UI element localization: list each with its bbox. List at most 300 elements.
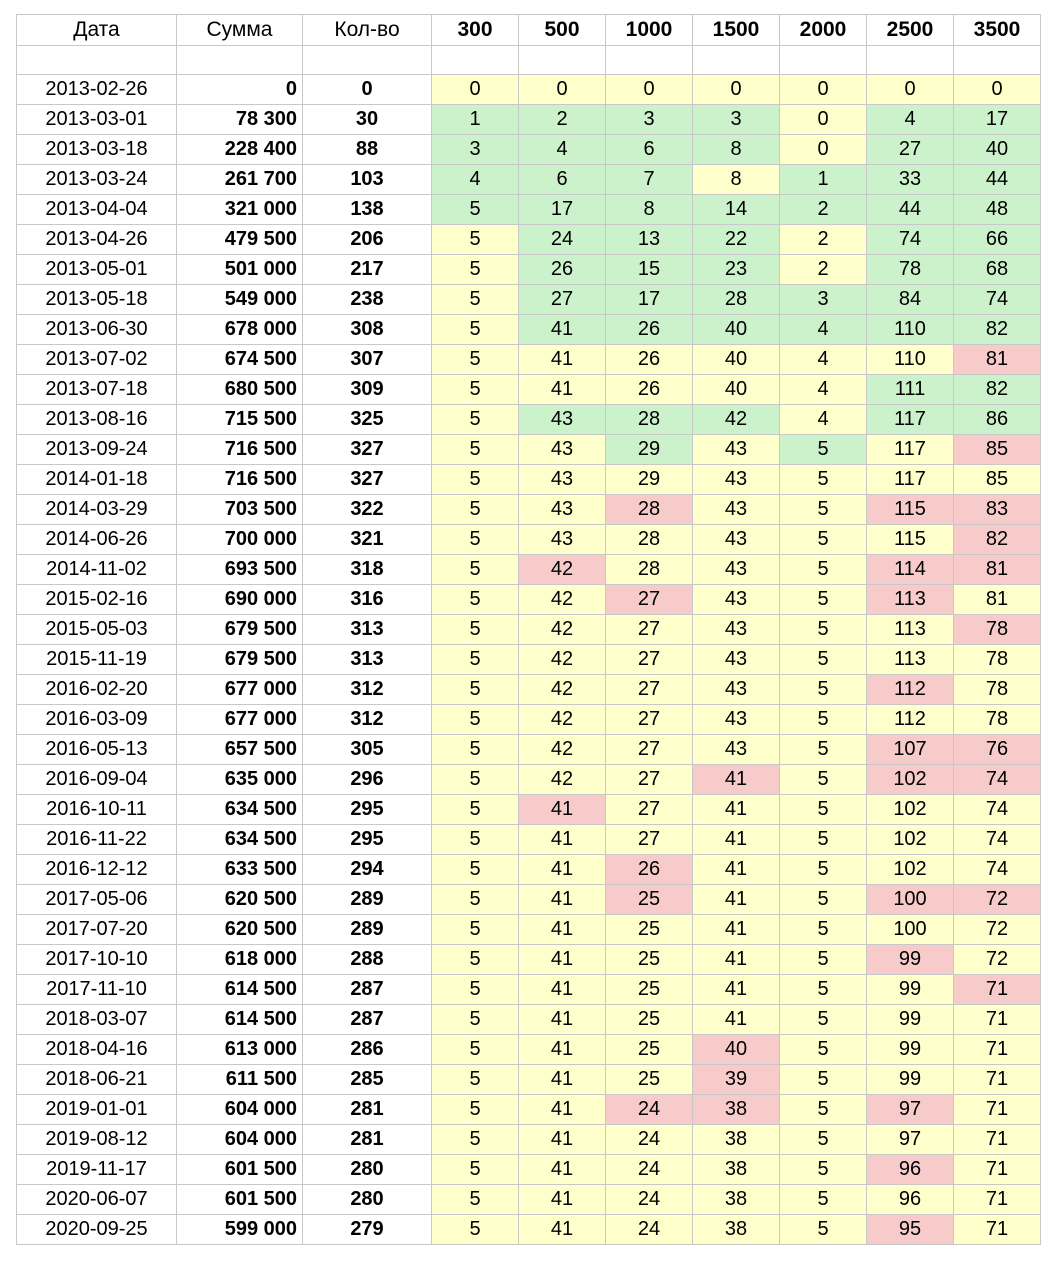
value-cell[interactable]: 40 <box>693 345 780 375</box>
value-cell[interactable]: 24 <box>606 1185 693 1215</box>
value-cell[interactable]: 5 <box>432 315 519 345</box>
column-header-sum[interactable]: Сумма <box>177 15 303 46</box>
value-cell[interactable]: 0 <box>606 75 693 105</box>
value-cell[interactable]: 78 <box>867 255 954 285</box>
value-cell[interactable]: 43 <box>519 435 606 465</box>
value-cell[interactable]: 110 <box>867 345 954 375</box>
empty-cell[interactable] <box>606 46 693 75</box>
value-cell[interactable]: 74 <box>867 225 954 255</box>
sum-cell[interactable]: 611 500 <box>177 1065 303 1095</box>
column-header-500[interactable]: 500 <box>519 15 606 46</box>
value-cell[interactable]: 71 <box>954 1035 1041 1065</box>
value-cell[interactable]: 5 <box>432 825 519 855</box>
date-cell[interactable]: 2017-11-10 <box>17 975 177 1005</box>
value-cell[interactable]: 5 <box>432 195 519 225</box>
value-cell[interactable]: 43 <box>519 495 606 525</box>
value-cell[interactable]: 5 <box>780 795 867 825</box>
value-cell[interactable]: 71 <box>954 1155 1041 1185</box>
date-cell[interactable]: 2018-03-07 <box>17 1005 177 1035</box>
date-cell[interactable]: 2017-10-10 <box>17 945 177 975</box>
sum-cell[interactable]: 228 400 <box>177 135 303 165</box>
qty-cell[interactable]: 313 <box>303 645 432 675</box>
date-cell[interactable]: 2018-04-16 <box>17 1035 177 1065</box>
value-cell[interactable]: 41 <box>693 885 780 915</box>
value-cell[interactable]: 27 <box>606 645 693 675</box>
sum-cell[interactable]: 549 000 <box>177 285 303 315</box>
value-cell[interactable]: 111 <box>867 375 954 405</box>
value-cell[interactable]: 102 <box>867 855 954 885</box>
value-cell[interactable]: 68 <box>954 255 1041 285</box>
empty-cell[interactable] <box>177 46 303 75</box>
value-cell[interactable]: 71 <box>954 1185 1041 1215</box>
value-cell[interactable]: 43 <box>693 705 780 735</box>
value-cell[interactable]: 28 <box>606 525 693 555</box>
sum-cell[interactable]: 634 500 <box>177 825 303 855</box>
qty-cell[interactable]: 327 <box>303 435 432 465</box>
date-cell[interactable]: 2013-04-04 <box>17 195 177 225</box>
value-cell[interactable]: 43 <box>519 525 606 555</box>
value-cell[interactable]: 82 <box>954 315 1041 345</box>
value-cell[interactable]: 85 <box>954 435 1041 465</box>
date-cell[interactable]: 2013-03-18 <box>17 135 177 165</box>
sum-cell[interactable]: 614 500 <box>177 1005 303 1035</box>
value-cell[interactable]: 41 <box>519 1005 606 1035</box>
value-cell[interactable]: 74 <box>954 285 1041 315</box>
qty-cell[interactable]: 103 <box>303 165 432 195</box>
date-cell[interactable]: 2013-05-18 <box>17 285 177 315</box>
value-cell[interactable]: 71 <box>954 1095 1041 1125</box>
sum-cell[interactable]: 501 000 <box>177 255 303 285</box>
sum-cell[interactable]: 690 000 <box>177 585 303 615</box>
value-cell[interactable]: 0 <box>780 105 867 135</box>
qty-cell[interactable]: 318 <box>303 555 432 585</box>
value-cell[interactable]: 48 <box>954 195 1041 225</box>
date-cell[interactable]: 2013-06-30 <box>17 315 177 345</box>
date-cell[interactable]: 2017-05-06 <box>17 885 177 915</box>
value-cell[interactable]: 25 <box>606 1065 693 1095</box>
value-cell[interactable]: 0 <box>954 75 1041 105</box>
value-cell[interactable]: 43 <box>693 495 780 525</box>
sum-cell[interactable]: 0 <box>177 75 303 105</box>
value-cell[interactable]: 26 <box>606 855 693 885</box>
value-cell[interactable]: 81 <box>954 585 1041 615</box>
value-cell[interactable]: 5 <box>780 975 867 1005</box>
value-cell[interactable]: 28 <box>693 285 780 315</box>
value-cell[interactable]: 5 <box>780 465 867 495</box>
sum-cell[interactable]: 677 000 <box>177 705 303 735</box>
value-cell[interactable]: 40 <box>693 315 780 345</box>
value-cell[interactable]: 43 <box>519 405 606 435</box>
value-cell[interactable]: 41 <box>519 1095 606 1125</box>
value-cell[interactable]: 5 <box>432 615 519 645</box>
value-cell[interactable]: 5 <box>432 585 519 615</box>
value-cell[interactable]: 5 <box>780 1065 867 1095</box>
value-cell[interactable]: 74 <box>954 855 1041 885</box>
sum-cell[interactable]: 677 000 <box>177 675 303 705</box>
value-cell[interactable]: 41 <box>693 855 780 885</box>
value-cell[interactable]: 76 <box>954 735 1041 765</box>
date-cell[interactable]: 2016-02-20 <box>17 675 177 705</box>
empty-cell[interactable] <box>954 46 1041 75</box>
value-cell[interactable]: 27 <box>519 285 606 315</box>
value-cell[interactable]: 100 <box>867 915 954 945</box>
value-cell[interactable]: 5 <box>780 675 867 705</box>
qty-cell[interactable]: 321 <box>303 525 432 555</box>
value-cell[interactable]: 117 <box>867 435 954 465</box>
value-cell[interactable]: 41 <box>519 345 606 375</box>
value-cell[interactable]: 7 <box>606 165 693 195</box>
value-cell[interactable]: 41 <box>693 945 780 975</box>
value-cell[interactable]: 5 <box>432 855 519 885</box>
date-cell[interactable]: 2016-12-12 <box>17 855 177 885</box>
value-cell[interactable]: 71 <box>954 1005 1041 1035</box>
date-cell[interactable]: 2016-09-04 <box>17 765 177 795</box>
value-cell[interactable]: 82 <box>954 375 1041 405</box>
value-cell[interactable]: 41 <box>519 1185 606 1215</box>
value-cell[interactable]: 5 <box>780 1125 867 1155</box>
value-cell[interactable]: 5 <box>780 555 867 585</box>
qty-cell[interactable]: 312 <box>303 675 432 705</box>
sum-cell[interactable]: 604 000 <box>177 1095 303 1125</box>
value-cell[interactable]: 5 <box>432 1215 519 1245</box>
qty-cell[interactable]: 138 <box>303 195 432 225</box>
sum-cell[interactable]: 678 000 <box>177 315 303 345</box>
qty-cell[interactable]: 88 <box>303 135 432 165</box>
sum-cell[interactable]: 716 500 <box>177 435 303 465</box>
sum-cell[interactable]: 620 500 <box>177 915 303 945</box>
date-cell[interactable]: 2014-11-02 <box>17 555 177 585</box>
value-cell[interactable]: 71 <box>954 1215 1041 1245</box>
value-cell[interactable]: 113 <box>867 585 954 615</box>
value-cell[interactable]: 5 <box>780 885 867 915</box>
value-cell[interactable]: 5 <box>432 465 519 495</box>
value-cell[interactable]: 27 <box>606 765 693 795</box>
value-cell[interactable]: 23 <box>693 255 780 285</box>
value-cell[interactable]: 3 <box>780 285 867 315</box>
value-cell[interactable]: 38 <box>693 1125 780 1155</box>
sum-cell[interactable]: 657 500 <box>177 735 303 765</box>
value-cell[interactable]: 4 <box>519 135 606 165</box>
date-cell[interactable]: 2018-06-21 <box>17 1065 177 1095</box>
value-cell[interactable]: 42 <box>519 615 606 645</box>
value-cell[interactable]: 66 <box>954 225 1041 255</box>
value-cell[interactable]: 41 <box>519 375 606 405</box>
value-cell[interactable]: 41 <box>693 825 780 855</box>
value-cell[interactable]: 27 <box>606 795 693 825</box>
value-cell[interactable]: 5 <box>780 615 867 645</box>
value-cell[interactable]: 17 <box>954 105 1041 135</box>
value-cell[interactable]: 29 <box>606 465 693 495</box>
column-header-3500[interactable]: 3500 <box>954 15 1041 46</box>
qty-cell[interactable]: 217 <box>303 255 432 285</box>
value-cell[interactable]: 43 <box>693 585 780 615</box>
value-cell[interactable]: 41 <box>693 975 780 1005</box>
value-cell[interactable]: 5 <box>432 885 519 915</box>
empty-cell[interactable] <box>303 46 432 75</box>
value-cell[interactable]: 72 <box>954 915 1041 945</box>
value-cell[interactable]: 5 <box>780 915 867 945</box>
value-cell[interactable]: 5 <box>432 1005 519 1035</box>
value-cell[interactable]: 41 <box>519 1065 606 1095</box>
value-cell[interactable]: 5 <box>432 495 519 525</box>
value-cell[interactable]: 41 <box>519 825 606 855</box>
date-cell[interactable]: 2014-06-26 <box>17 525 177 555</box>
value-cell[interactable]: 42 <box>519 645 606 675</box>
value-cell[interactable]: 5 <box>432 705 519 735</box>
date-cell[interactable]: 2016-03-09 <box>17 705 177 735</box>
qty-cell[interactable]: 325 <box>303 405 432 435</box>
value-cell[interactable]: 102 <box>867 765 954 795</box>
value-cell[interactable]: 41 <box>519 795 606 825</box>
value-cell[interactable]: 41 <box>519 855 606 885</box>
value-cell[interactable]: 28 <box>606 495 693 525</box>
value-cell[interactable]: 85 <box>954 465 1041 495</box>
value-cell[interactable]: 5 <box>780 1185 867 1215</box>
value-cell[interactable]: 5 <box>432 735 519 765</box>
sum-cell[interactable]: 715 500 <box>177 405 303 435</box>
column-header-300[interactable]: 300 <box>432 15 519 46</box>
value-cell[interactable]: 43 <box>693 675 780 705</box>
date-cell[interactable]: 2013-02-26 <box>17 75 177 105</box>
value-cell[interactable]: 26 <box>519 255 606 285</box>
sum-cell[interactable]: 703 500 <box>177 495 303 525</box>
date-cell[interactable]: 2016-10-11 <box>17 795 177 825</box>
empty-cell[interactable] <box>17 46 177 75</box>
value-cell[interactable]: 74 <box>954 765 1041 795</box>
value-cell[interactable]: 4 <box>780 375 867 405</box>
qty-cell[interactable]: 294 <box>303 855 432 885</box>
value-cell[interactable]: 42 <box>519 735 606 765</box>
value-cell[interactable]: 5 <box>432 525 519 555</box>
qty-cell[interactable]: 307 <box>303 345 432 375</box>
value-cell[interactable]: 5 <box>780 1035 867 1065</box>
empty-cell[interactable] <box>693 46 780 75</box>
value-cell[interactable]: 81 <box>954 555 1041 585</box>
qty-cell[interactable]: 238 <box>303 285 432 315</box>
value-cell[interactable]: 17 <box>519 195 606 225</box>
value-cell[interactable]: 6 <box>519 165 606 195</box>
value-cell[interactable]: 25 <box>606 1005 693 1035</box>
value-cell[interactable]: 5 <box>432 1155 519 1185</box>
date-cell[interactable]: 2015-05-03 <box>17 615 177 645</box>
date-cell[interactable]: 2013-03-24 <box>17 165 177 195</box>
value-cell[interactable]: 28 <box>606 555 693 585</box>
value-cell[interactable]: 0 <box>519 75 606 105</box>
value-cell[interactable]: 27 <box>606 585 693 615</box>
sum-cell[interactable]: 599 000 <box>177 1215 303 1245</box>
sum-cell[interactable]: 604 000 <box>177 1125 303 1155</box>
sum-cell[interactable]: 679 500 <box>177 615 303 645</box>
value-cell[interactable]: 4 <box>780 345 867 375</box>
date-cell[interactable]: 2013-03-01 <box>17 105 177 135</box>
value-cell[interactable]: 78 <box>954 705 1041 735</box>
value-cell[interactable]: 27 <box>606 705 693 735</box>
value-cell[interactable]: 43 <box>693 645 780 675</box>
sum-cell[interactable]: 614 500 <box>177 975 303 1005</box>
value-cell[interactable]: 115 <box>867 525 954 555</box>
value-cell[interactable]: 43 <box>519 465 606 495</box>
value-cell[interactable]: 41 <box>519 315 606 345</box>
value-cell[interactable]: 0 <box>780 75 867 105</box>
value-cell[interactable]: 97 <box>867 1095 954 1125</box>
qty-cell[interactable]: 289 <box>303 885 432 915</box>
qty-cell[interactable]: 0 <box>303 75 432 105</box>
value-cell[interactable]: 26 <box>606 375 693 405</box>
value-cell[interactable]: 1 <box>432 105 519 135</box>
value-cell[interactable]: 5 <box>432 945 519 975</box>
value-cell[interactable]: 41 <box>519 975 606 1005</box>
qty-cell[interactable]: 281 <box>303 1125 432 1155</box>
value-cell[interactable]: 43 <box>693 525 780 555</box>
value-cell[interactable]: 5 <box>780 1155 867 1185</box>
qty-cell[interactable]: 288 <box>303 945 432 975</box>
value-cell[interactable]: 41 <box>693 795 780 825</box>
value-cell[interactable]: 78 <box>954 675 1041 705</box>
date-cell[interactable]: 2014-01-18 <box>17 465 177 495</box>
sum-cell[interactable]: 635 000 <box>177 765 303 795</box>
value-cell[interactable]: 5 <box>432 1125 519 1155</box>
value-cell[interactable]: 5 <box>432 1065 519 1095</box>
value-cell[interactable]: 0 <box>693 75 780 105</box>
value-cell[interactable]: 38 <box>693 1215 780 1245</box>
value-cell[interactable]: 95 <box>867 1215 954 1245</box>
value-cell[interactable]: 44 <box>954 165 1041 195</box>
value-cell[interactable]: 99 <box>867 975 954 1005</box>
date-cell[interactable]: 2014-03-29 <box>17 495 177 525</box>
qty-cell[interactable]: 322 <box>303 495 432 525</box>
value-cell[interactable]: 71 <box>954 975 1041 1005</box>
qty-cell[interactable]: 295 <box>303 825 432 855</box>
date-cell[interactable]: 2015-02-16 <box>17 585 177 615</box>
value-cell[interactable]: 5 <box>780 945 867 975</box>
sum-cell[interactable]: 674 500 <box>177 345 303 375</box>
value-cell[interactable]: 41 <box>693 915 780 945</box>
value-cell[interactable]: 24 <box>606 1215 693 1245</box>
value-cell[interactable]: 1 <box>780 165 867 195</box>
date-cell[interactable]: 2019-08-12 <box>17 1125 177 1155</box>
qty-cell[interactable]: 206 <box>303 225 432 255</box>
qty-cell[interactable]: 285 <box>303 1065 432 1095</box>
value-cell[interactable]: 83 <box>954 495 1041 525</box>
sum-cell[interactable]: 321 000 <box>177 195 303 225</box>
value-cell[interactable]: 42 <box>519 705 606 735</box>
value-cell[interactable]: 3 <box>693 105 780 135</box>
value-cell[interactable]: 99 <box>867 945 954 975</box>
value-cell[interactable]: 3 <box>606 105 693 135</box>
value-cell[interactable]: 5 <box>432 675 519 705</box>
value-cell[interactable]: 42 <box>519 675 606 705</box>
value-cell[interactable]: 71 <box>954 1125 1041 1155</box>
value-cell[interactable]: 5 <box>780 705 867 735</box>
sum-cell[interactable]: 601 500 <box>177 1155 303 1185</box>
value-cell[interactable]: 5 <box>432 1095 519 1125</box>
value-cell[interactable]: 102 <box>867 825 954 855</box>
value-cell[interactable]: 0 <box>867 75 954 105</box>
value-cell[interactable]: 27 <box>867 135 954 165</box>
value-cell[interactable]: 8 <box>693 165 780 195</box>
qty-cell[interactable]: 279 <box>303 1215 432 1245</box>
qty-cell[interactable]: 312 <box>303 705 432 735</box>
qty-cell[interactable]: 309 <box>303 375 432 405</box>
value-cell[interactable]: 2 <box>780 195 867 225</box>
value-cell[interactable]: 5 <box>432 345 519 375</box>
qty-cell[interactable]: 289 <box>303 915 432 945</box>
value-cell[interactable]: 33 <box>867 165 954 195</box>
value-cell[interactable]: 25 <box>606 1035 693 1065</box>
qty-cell[interactable]: 313 <box>303 615 432 645</box>
value-cell[interactable]: 96 <box>867 1155 954 1185</box>
value-cell[interactable]: 112 <box>867 675 954 705</box>
date-cell[interactable]: 2020-09-25 <box>17 1215 177 1245</box>
value-cell[interactable]: 78 <box>954 645 1041 675</box>
value-cell[interactable]: 5 <box>432 255 519 285</box>
value-cell[interactable]: 38 <box>693 1095 780 1125</box>
value-cell[interactable]: 42 <box>519 765 606 795</box>
value-cell[interactable]: 113 <box>867 615 954 645</box>
empty-cell[interactable] <box>432 46 519 75</box>
value-cell[interactable]: 42 <box>519 555 606 585</box>
value-cell[interactable]: 27 <box>606 825 693 855</box>
qty-cell[interactable]: 30 <box>303 105 432 135</box>
sum-cell[interactable]: 78 300 <box>177 105 303 135</box>
value-cell[interactable]: 43 <box>693 465 780 495</box>
sum-cell[interactable]: 634 500 <box>177 795 303 825</box>
value-cell[interactable]: 99 <box>867 1065 954 1095</box>
qty-cell[interactable]: 305 <box>303 735 432 765</box>
date-cell[interactable]: 2013-08-16 <box>17 405 177 435</box>
date-cell[interactable]: 2016-11-22 <box>17 825 177 855</box>
value-cell[interactable]: 5 <box>780 525 867 555</box>
value-cell[interactable]: 99 <box>867 1005 954 1035</box>
value-cell[interactable]: 5 <box>432 1035 519 1065</box>
value-cell[interactable]: 8 <box>693 135 780 165</box>
value-cell[interactable]: 41 <box>693 765 780 795</box>
value-cell[interactable]: 0 <box>780 135 867 165</box>
value-cell[interactable]: 5 <box>432 1185 519 1215</box>
value-cell[interactable]: 6 <box>606 135 693 165</box>
value-cell[interactable]: 27 <box>606 615 693 645</box>
value-cell[interactable]: 5 <box>780 645 867 675</box>
date-cell[interactable]: 2013-05-01 <box>17 255 177 285</box>
value-cell[interactable]: 5 <box>780 1095 867 1125</box>
value-cell[interactable]: 97 <box>867 1125 954 1155</box>
value-cell[interactable]: 25 <box>606 945 693 975</box>
value-cell[interactable]: 42 <box>519 585 606 615</box>
value-cell[interactable]: 5 <box>432 435 519 465</box>
value-cell[interactable]: 113 <box>867 645 954 675</box>
date-cell[interactable]: 2019-01-01 <box>17 1095 177 1125</box>
empty-cell[interactable] <box>780 46 867 75</box>
value-cell[interactable]: 17 <box>606 285 693 315</box>
value-cell[interactable]: 40 <box>693 1035 780 1065</box>
value-cell[interactable]: 24 <box>606 1095 693 1125</box>
value-cell[interactable]: 5 <box>780 495 867 525</box>
date-cell[interactable]: 2013-07-18 <box>17 375 177 405</box>
value-cell[interactable]: 41 <box>519 1155 606 1185</box>
sum-cell[interactable]: 679 500 <box>177 645 303 675</box>
qty-cell[interactable]: 295 <box>303 795 432 825</box>
value-cell[interactable]: 5 <box>780 435 867 465</box>
value-cell[interactable]: 3 <box>432 135 519 165</box>
value-cell[interactable]: 38 <box>693 1185 780 1215</box>
value-cell[interactable]: 5 <box>432 765 519 795</box>
value-cell[interactable]: 27 <box>606 735 693 765</box>
value-cell[interactable]: 96 <box>867 1185 954 1215</box>
sum-cell[interactable]: 620 500 <box>177 885 303 915</box>
value-cell[interactable]: 43 <box>693 435 780 465</box>
sum-cell[interactable]: 716 500 <box>177 465 303 495</box>
value-cell[interactable]: 2 <box>519 105 606 135</box>
